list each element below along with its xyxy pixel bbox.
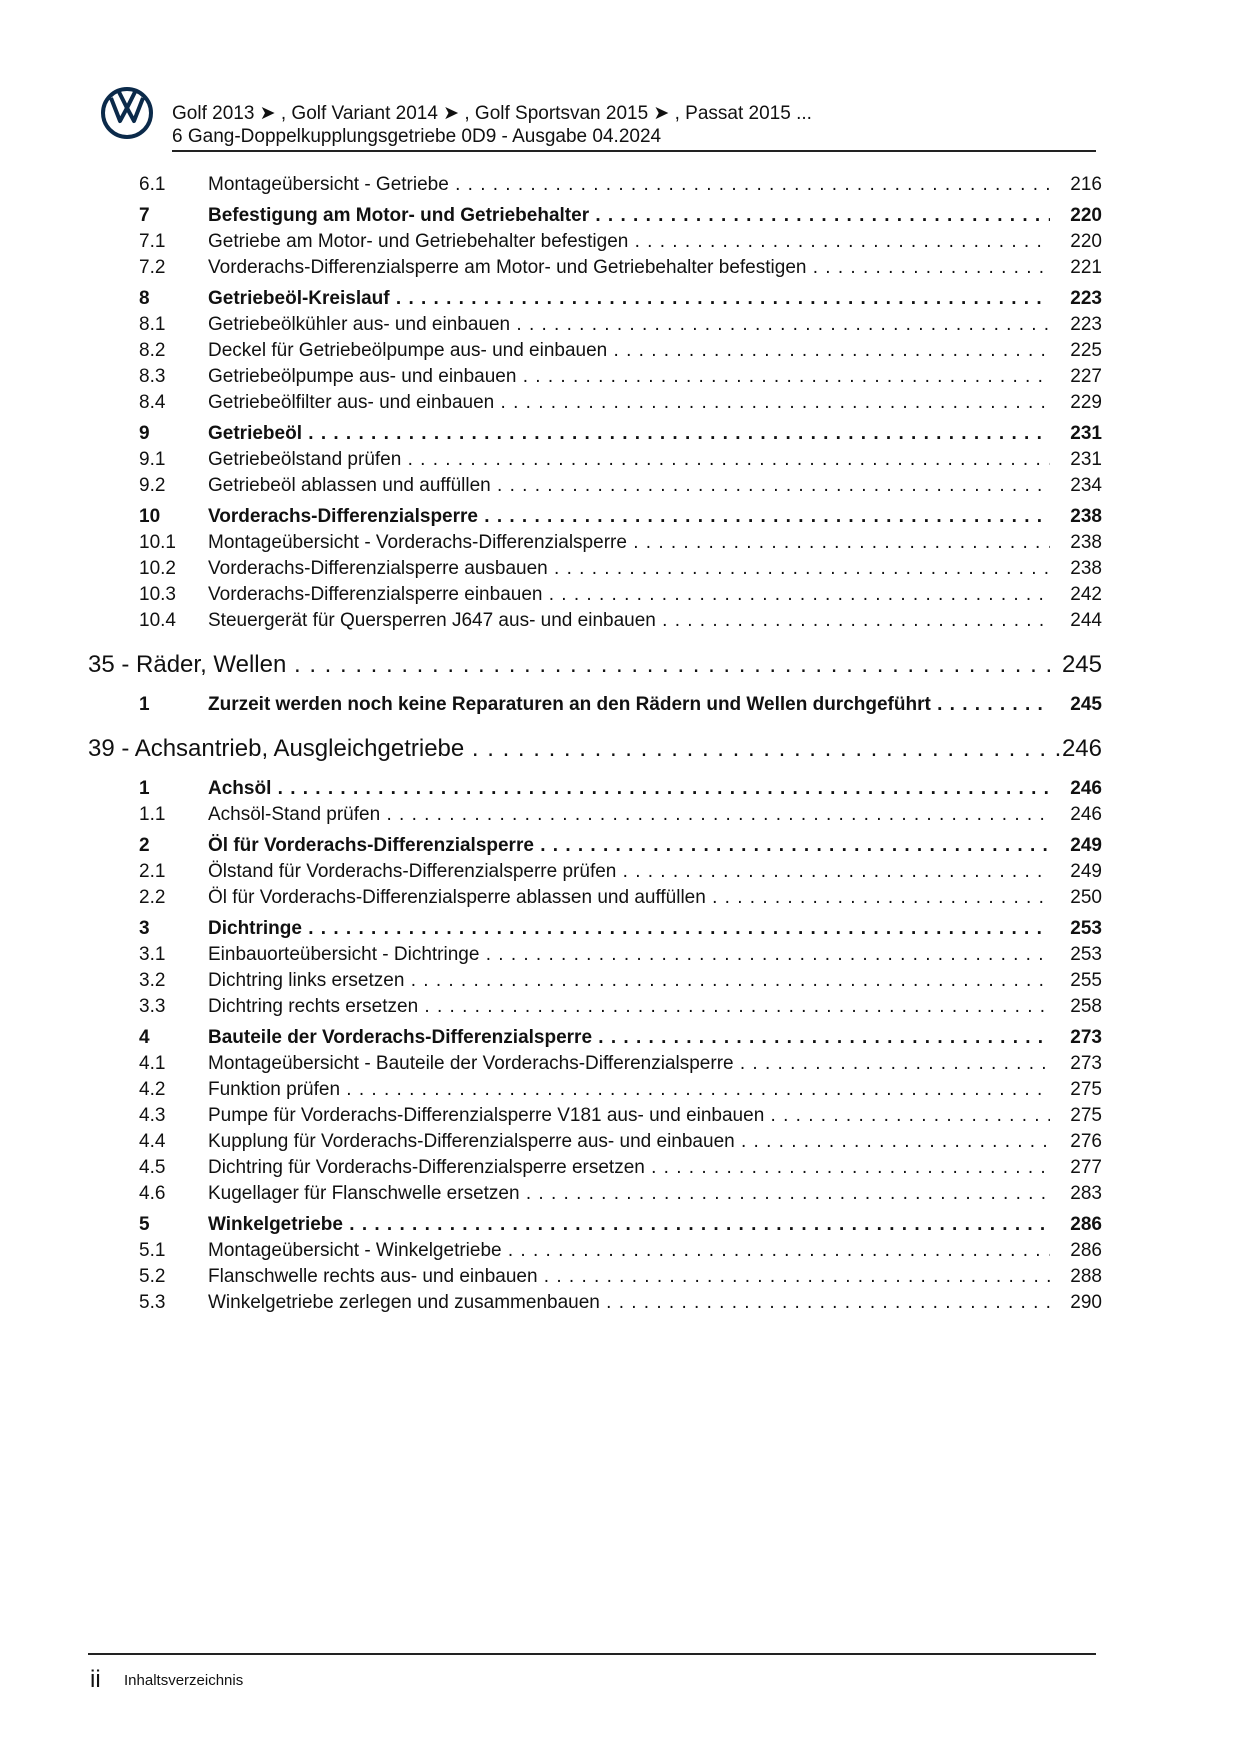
toc-entry-page: 246 — [1070, 778, 1102, 799]
toc-entry[interactable] — [0, 1290, 1240, 1316]
toc-entry-title: Kupplung für Vorderachs-Differenzialsperre aus- und einbauen . . . — [208, 1129, 1050, 1155]
toc-entry-page: 223 — [1070, 314, 1102, 335]
toc-entry-number: 5 — [139, 1214, 150, 1235]
toc-entry-page: 220 — [1070, 231, 1102, 252]
toc-entry-number: 2.1 — [139, 861, 166, 882]
toc-entry-page: 258 — [1070, 996, 1102, 1017]
toc-entry-number: 8.1 — [139, 314, 166, 335]
toc-entry[interactable] — [0, 1129, 1240, 1155]
toc-entry-page: 216 — [1070, 174, 1102, 195]
toc-entry-number: 4.3 — [139, 1105, 166, 1126]
toc-entry-number: 8.2 — [139, 340, 166, 361]
toc-entry[interactable] — [0, 968, 1240, 994]
toc-entry-number: 10.4 — [139, 610, 176, 631]
toc-entry[interactable] — [0, 1025, 1240, 1051]
toc-entry-number: 4.1 — [139, 1053, 166, 1074]
toc-entry[interactable] — [0, 916, 1240, 942]
toc-entry-page: 227 — [1070, 366, 1102, 387]
toc-entry-page: 220 — [1070, 205, 1102, 226]
toc-entry-page: 283 — [1070, 1183, 1102, 1204]
toc-entry-number: 8.3 — [139, 366, 166, 387]
toc-entry-number: 4.5 — [139, 1157, 166, 1178]
toc-entry-title: Dichtring links ersetzen . . . — [208, 968, 1050, 994]
toc-entry-page: 246 — [1061, 735, 1102, 762]
toc-entry-title: Pumpe für Vorderachs-Differenzialsperre V181 aus- und einbauen . . . — [208, 1103, 1050, 1129]
toc-entry-page: 276 — [1070, 1131, 1102, 1152]
toc-entry-number: 4.2 — [139, 1079, 166, 1100]
toc-entry[interactable] — [0, 1051, 1240, 1077]
toc-entry[interactable] — [0, 859, 1240, 885]
toc-entry-page: 234 — [1070, 475, 1102, 496]
toc-entry-title: Steuergerät für Quersperren J647 aus- und einbauen . . . — [208, 608, 1050, 634]
header-text — [172, 102, 812, 148]
header-line-1: Golf 2013 ➤ , Golf Variant 2014 ➤ , Golf Sportsvan 2015 ➤ , Passat 2015 ... — [172, 103, 812, 124]
toc-entry[interactable] — [0, 473, 1240, 499]
toc-entry-title: Getriebeöl . . . — [208, 421, 1050, 447]
toc-entry-page: 249 — [1070, 861, 1102, 882]
toc-entry[interactable] — [0, 229, 1240, 255]
header-rule — [172, 150, 1096, 152]
toc-entry-title: Achsöl-Stand prüfen . . . — [208, 802, 1050, 828]
toc-entry-number: 5.2 — [139, 1266, 166, 1287]
toc-entry-title: Vorderachs-Differenzialsperre . . . — [208, 504, 1050, 530]
toc-entry[interactable] — [0, 447, 1240, 473]
toc-entry[interactable] — [0, 776, 1240, 802]
toc-entry[interactable] — [0, 364, 1240, 390]
toc-entry-number: 2 — [139, 835, 150, 856]
toc-entry-number: 3.1 — [139, 944, 166, 965]
toc-entry-number: 4 — [139, 1027, 150, 1048]
toc-entry-page: 273 — [1070, 1053, 1102, 1074]
toc-entry-number: 9 — [139, 423, 150, 444]
toc-entry-number: 10.3 — [139, 584, 176, 605]
toc-chapter[interactable] — [0, 648, 1240, 682]
toc-entry-title: Montageübersicht - Winkelgetriebe . . . — [208, 1238, 1050, 1264]
toc-entry[interactable] — [0, 1238, 1240, 1264]
toc-entry-number: 1.1 — [139, 804, 166, 825]
toc-entry-number: 10 — [139, 506, 161, 527]
toc-entry-title: Vorderachs-Differenzialsperre ausbauen . . . — [208, 556, 1050, 582]
toc-entry-title: Getriebeölkühler aus- und einbauen . . . — [208, 312, 1050, 338]
toc-entry-page: 238 — [1070, 506, 1102, 527]
toc-entry-title: Getriebeölfilter aus- und einbauen . . . — [208, 390, 1050, 416]
toc-entry[interactable] — [0, 833, 1240, 859]
footer-label: Inhaltsverzeichnis — [124, 1672, 244, 1689]
toc-entry-page: 250 — [1070, 887, 1102, 908]
toc-entry-title: Befestigung am Motor- und Getriebehalter . . . — [208, 203, 1050, 229]
toc-entry-title: Funktion prüfen . . . — [208, 1077, 1050, 1103]
toc-entry-title: Vorderachs-Differenzialsperre einbauen . . . — [208, 582, 1050, 608]
toc-entry-number: 4.6 — [139, 1183, 166, 1204]
toc-entry-number: 8.4 — [139, 392, 166, 413]
toc-entry-number: 10.2 — [139, 558, 176, 579]
toc-entry-page: 229 — [1070, 392, 1102, 413]
toc-entry-page: 244 — [1070, 610, 1102, 631]
toc-entry-number: 3.3 — [139, 996, 166, 1017]
toc-entry-page: 277 — [1070, 1157, 1102, 1178]
toc-entry-title: Kugellager für Flanschwelle ersetzen . . . — [208, 1181, 1050, 1207]
toc-entry-page: 242 — [1070, 584, 1102, 605]
toc-entry[interactable] — [0, 1264, 1240, 1290]
toc-entry[interactable] — [0, 994, 1240, 1020]
toc-entry-title: Montageübersicht - Vorderachs-Differenzialsperre . . . — [208, 530, 1050, 556]
toc-entry[interactable] — [0, 885, 1240, 911]
footer-rule — [88, 1653, 1096, 1655]
toc-entry[interactable] — [0, 556, 1240, 582]
toc-entry[interactable] — [0, 692, 1240, 718]
toc-entry-page: 273 — [1070, 1027, 1102, 1048]
toc-entry[interactable] — [0, 1155, 1240, 1181]
toc-entry-title: Getriebeöl-Kreislauf . . . — [208, 286, 1050, 312]
toc-entry-title: Ölstand für Vorderachs-Differenzialsperre prüfen . . . — [208, 859, 1050, 885]
toc-entry[interactable] — [0, 338, 1240, 364]
toc-entry-page: 238 — [1070, 532, 1102, 553]
toc-entry-number: 7.1 — [139, 231, 166, 252]
toc-entry[interactable] — [0, 286, 1240, 312]
toc-entry-number: 10.1 — [139, 532, 176, 553]
toc-entry-title: Deckel für Getriebeölpumpe aus- und einbauen . . . — [208, 338, 1050, 364]
toc-entry-number: 3.2 — [139, 970, 166, 991]
toc-entry-title: Dichtring rechts ersetzen . . . — [208, 994, 1050, 1020]
toc-entry[interactable] — [0, 203, 1240, 229]
toc-entry-number: 7.2 — [139, 257, 166, 278]
toc-entry[interactable] — [0, 582, 1240, 608]
toc-entry-number: 1 — [139, 778, 150, 799]
toc-entry-page: 223 — [1070, 288, 1102, 309]
vw-logo-icon — [100, 86, 154, 140]
toc-entry-page: 288 — [1070, 1266, 1102, 1287]
toc-entry-number: 9.2 — [139, 475, 166, 496]
toc-entry-number: 5.3 — [139, 1292, 166, 1313]
toc-entry-page: 221 — [1070, 257, 1102, 278]
toc-entry[interactable] — [0, 1103, 1240, 1129]
toc-entry[interactable] — [0, 172, 1240, 198]
toc-entry-title: Öl für Vorderachs-Differenzialsperre ablassen und auffüllen . . . — [208, 885, 1050, 911]
toc-entry-title: Getriebeölstand prüfen . . . — [208, 447, 1050, 473]
toc-entry-title: Zurzeit werden noch keine Reparaturen an den Rädern und Wellen durchgeführt . . . — [208, 692, 1050, 718]
toc-entry[interactable] — [0, 1077, 1240, 1103]
page-header — [100, 86, 1096, 152]
toc-chapter[interactable] — [0, 732, 1240, 766]
toc-entry-page: 245 — [1061, 651, 1102, 678]
toc-entry-page: 286 — [1070, 1240, 1102, 1261]
toc-entry-title: Getriebe am Motor- und Getriebehalter befestigen . . . — [208, 229, 1050, 255]
toc-entry-page: 249 — [1070, 835, 1102, 856]
toc-entry-title: Getriebeöl ablassen und auffüllen . . . — [208, 473, 1050, 499]
toc-entry-number: 8 — [139, 288, 150, 309]
toc-entry-title: Montageübersicht - Bauteile der Vorderachs-Differenzialsperre . . . — [208, 1051, 1050, 1077]
toc-entry-page: 290 — [1070, 1292, 1102, 1313]
toc-entry-number: 4.4 — [139, 1131, 166, 1152]
toc-entry[interactable] — [0, 1181, 1240, 1207]
toc-entry[interactable] — [0, 608, 1240, 634]
toc-entry-page: 275 — [1070, 1079, 1102, 1100]
toc-entry[interactable] — [0, 255, 1240, 281]
toc-entry-number: 1 — [139, 694, 150, 715]
toc-entry-page: 231 — [1070, 449, 1102, 470]
toc-entry[interactable] — [0, 1212, 1240, 1238]
toc-entry-page: 225 — [1070, 340, 1102, 361]
toc-entry-page: 253 — [1070, 918, 1102, 939]
toc-entry[interactable] — [0, 312, 1240, 338]
toc-entry-title: Einbauorteübersicht - Dichtringe . . . — [208, 942, 1050, 968]
toc-entry-number: 2.2 — [139, 887, 166, 908]
toc-entry-page: 245 — [1070, 694, 1102, 715]
toc-entry-title: Bauteile der Vorderachs-Differenzialsperre . . . — [208, 1025, 1050, 1051]
toc-entry-title: Winkelgetriebe . . . — [208, 1212, 1050, 1238]
toc-entry-title: Getriebeölpumpe aus- und einbauen . . . — [208, 364, 1050, 390]
toc-entry-title: Dichtringe . . . — [208, 916, 1050, 942]
toc-entry-page: 286 — [1070, 1214, 1102, 1235]
toc-entry[interactable] — [0, 942, 1240, 968]
toc-entry-page: 253 — [1070, 944, 1102, 965]
toc-entry-title: 35 - Räder, Wellen . . . — [88, 648, 1060, 682]
footer-page-number: ii — [90, 1666, 101, 1693]
toc-entry[interactable] — [0, 390, 1240, 416]
toc-entry[interactable] — [0, 421, 1240, 447]
header-line-2: 6 Gang-Doppelkupplungsgetriebe 0D9 - Ausgabe 04.2024 — [172, 126, 662, 147]
toc-entry[interactable] — [0, 504, 1240, 530]
toc-entry-number: 5.1 — [139, 1240, 166, 1261]
toc-entry-title: Montageübersicht - Getriebe . . . — [208, 172, 1050, 198]
toc-entry-page: 231 — [1070, 423, 1102, 444]
toc-entry-title: Dichtring für Vorderachs-Differenzialsperre ersetzen . . . — [208, 1155, 1050, 1181]
page-footer — [88, 1658, 1096, 1698]
toc-entry-title: Vorderachs-Differenzialsperre am Motor- und Getriebehalter befestigen . . . — [208, 255, 1050, 281]
toc-entry-title: Flanschwelle rechts aus- und einbauen . . . — [208, 1264, 1050, 1290]
toc-entry-number: 9.1 — [139, 449, 166, 470]
toc-entry-title: 39 - Achsantrieb, Ausgleichgetriebe . . . — [88, 732, 1060, 766]
toc-entry-title: Achsöl . . . — [208, 776, 1050, 802]
toc-entry-page: 275 — [1070, 1105, 1102, 1126]
toc-entry[interactable] — [0, 802, 1240, 828]
toc-entry-title: Winkelgetriebe zerlegen und zusammenbauen . . . — [208, 1290, 1050, 1316]
toc-entry-number: 7 — [139, 205, 150, 226]
toc-entry-title: Öl für Vorderachs-Differenzialsperre . . . — [208, 833, 1050, 859]
toc-entry-page: 255 — [1070, 970, 1102, 991]
toc-entry-number: 3 — [139, 918, 150, 939]
toc-entry-page: 246 — [1070, 804, 1102, 825]
toc-entry-page: 238 — [1070, 558, 1102, 579]
toc-entry-number: 6.1 — [139, 174, 166, 195]
toc-entry[interactable] — [0, 530, 1240, 556]
